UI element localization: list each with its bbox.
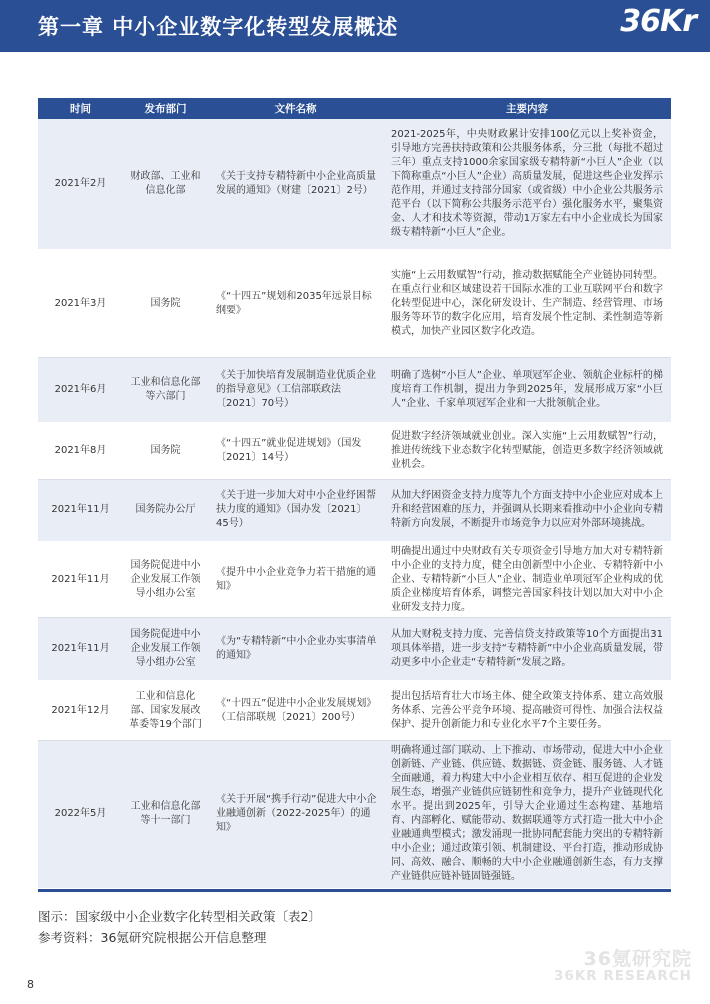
column-header-doc: 文件名称 xyxy=(208,98,383,119)
cell-doc: 《“十四五”促进中小企业发展规划》（工信部联规〔2021〕200号） xyxy=(208,681,383,741)
column-header-time: 时间 xyxy=(38,98,123,119)
table-bottom-rule xyxy=(38,889,671,892)
cell-content: 明确了选树“小巨人”企业、单项冠军企业、领航企业标杆的梯度培育工作机制，提出力争到2025年，发展形成万家“小巨人”企业、千家单项冠军企业和一大批领航企业。 xyxy=(383,357,671,423)
cell-dept: 工业和信息化部、国家发展改革委等19个部门 xyxy=(123,681,208,741)
table-row xyxy=(38,618,671,681)
cell-doc: 《关于支持专精特新中小企业高质量发展的通知》（财建〔2021〕2号） xyxy=(208,119,383,250)
source-note: 参考资料：36氪研究院根据公开信息整理 xyxy=(38,930,267,945)
cell-dept: 工业和信息化部等六部门 xyxy=(123,357,208,423)
cell-content: 提出包括培育壮大市场主体、健全政策支持体系、建立高效服务体系、完善公平竞争环境、提高融资可得性、加强合法权益保护、提升创新能力和专业化水平7个主要任务。 xyxy=(383,681,671,741)
cell-doc: 《关于进一步加大对中小企业纾困帮扶力度的通知》（国办发〔2021〕45号） xyxy=(208,479,383,542)
table-row xyxy=(38,250,671,357)
cell-time: 2021年11月 xyxy=(38,618,123,681)
cell-dept: 国务院办公厅 xyxy=(123,479,208,542)
table-row xyxy=(38,542,671,618)
watermark-chinese: 36氪研究院 xyxy=(583,948,692,970)
brand-logo: 36Kr xyxy=(620,4,696,39)
cell-time: 2021年3月 xyxy=(38,250,123,357)
table-row xyxy=(38,357,671,423)
chapter-title: 第一章 中小企业数字化转型发展概述 xyxy=(38,15,399,39)
cell-content: 促进数字经济领域就业创业。深入实施“上云用数赋智”行动，推进传统线下业态数字化转型赋能，创造更多数字经济领域就业机会。 xyxy=(383,423,671,479)
cell-dept: 国务院促进中小企业发展工作领导小组办公室 xyxy=(123,542,208,618)
cell-dept: 国务院 xyxy=(123,423,208,479)
cell-content: 从加大纾困资金支持力度等九个方面支持中小企业应对成本上升和经营困难的压力，并强调从长期来看推动中小企业向专精特新方向发展，不断提升市场竞争力以应对外部环境挑战。 xyxy=(383,479,671,542)
cell-time: 2021年6月 xyxy=(38,357,123,423)
cell-time: 2021年12月 xyxy=(38,681,123,741)
cell-content: 从加大财税支持力度、完善信贷支持政策等10个方面提出31项具体举措，进一步支持“专精特新”中小企业高质量发展，带动更多中小企业走“专精特新”发展之路。 xyxy=(383,618,671,681)
cell-content: 明确将通过部门联动、上下推动、市场带动，促进大中小企业创新链、产业链、供应链、数据链、资金链、服务链、人才链全面融通，着力构建大中小企业相互依存、相互促进的企业发展生态，增强产业链供应链韧性和竞争力，提升产业链现代化水平。提出到2025年，引导大企业通过生态构建、基地培育、内部孵化、赋能带动、数据联通等方式打造一批大中小企业融通典型模式；激发涌现一批协同配套能力突出的专精特新中小企业；通过政策引领、机制建设、平台打造，推动形成协同、高效、融合、顺畅的大中小企业融通创新生态，有力支撑产业链供应链补链固链强链。 xyxy=(383,741,671,889)
column-header-content: 主要内容 xyxy=(383,98,671,119)
cell-doc: 《提升中小企业竞争力若干措施的通知》 xyxy=(208,542,383,618)
cell-time: 2021年8月 xyxy=(38,423,123,479)
policy-table xyxy=(38,98,671,890)
cell-dept: 财政部、工业和信息化部 xyxy=(123,119,208,250)
cell-doc: 《“十四五”规划和2035年远景目标纲要》 xyxy=(208,250,383,357)
table-row xyxy=(38,479,671,542)
watermark-english: 36KR RESEARCH xyxy=(554,968,692,984)
cell-doc: 《关于加快培育发展制造业优质企业的指导意见》（工信部联政法〔2021〕70号） xyxy=(208,357,383,423)
cell-content: 2021-2025年，中央财政累计安排100亿元以上奖补资金，引导地方完善扶持政策和公共服务体系，分三批（每批不超过三年）重点支持1000余家国家级专精特新“小巨人”企业（以下简称重点“小巨人”企业）高质量发展，促进这些企业发挥示范作用，并通过支持部分国家（或省级）中小企业公共服务示范平台（以下简称公共服务示范平台）强化服务水平，聚集资金、人才和技术等资源，带动1万家左右中小企业成长为国家级专精特新“小巨人”企业。 xyxy=(383,119,671,250)
cell-dept: 国务院 xyxy=(123,250,208,357)
cell-doc: 《关于开展“携手行动”促进大中小企业融通创新（2022-2025年）的通知》 xyxy=(208,741,383,889)
cell-content: 实施“上云用数赋智”行动，推动数据赋能全产业链协同转型。在重点行业和区域建设若干国际水准的工业互联网平台和数字化转型促进中心，深化研发设计、生产制造、经营管理、市场服务等环节的数字化应用，培育发展个性定制、柔性制造等新模式，加快产业园区数字化改造。 xyxy=(383,250,671,357)
cell-content: 明确提出通过中央财政有关专项资金引导地方加大对专精特新中小企业的支持力度，健全由创新型中小企业、专精特新中小企业、专精特新“小巨人”企业、制造业单项冠军企业构成的优质企业梯度培育体系，调整完善国家科技计划以加大对中小企业研发支持力度。 xyxy=(383,542,671,618)
cell-time: 2022年5月 xyxy=(38,741,123,889)
header-bar xyxy=(0,0,710,52)
figure-caption: 图示：国家级中小企业数字化转型相关政策〔表2〕 xyxy=(38,909,321,924)
cell-time: 2021年2月 xyxy=(38,119,123,250)
table-header-row xyxy=(38,98,671,119)
cell-dept: 工业和信息化部等十一部门 xyxy=(123,741,208,889)
cell-doc: 《“十四五”就业促进规划》（国发〔2021〕14号） xyxy=(208,423,383,479)
table-row xyxy=(38,423,671,479)
column-header-dept: 发布部门 xyxy=(123,98,208,119)
cell-time: 2021年11月 xyxy=(38,479,123,542)
table-row xyxy=(38,681,671,741)
cell-time: 2021年11月 xyxy=(38,542,123,618)
table-row xyxy=(38,119,671,250)
cell-dept: 国务院促进中小企业发展工作领导小组办公室 xyxy=(123,618,208,681)
table-row xyxy=(38,741,671,889)
cell-doc: 《为“专精特新”中小企业办实事清单的通知》 xyxy=(208,618,383,681)
page-number: 8 xyxy=(27,978,34,991)
